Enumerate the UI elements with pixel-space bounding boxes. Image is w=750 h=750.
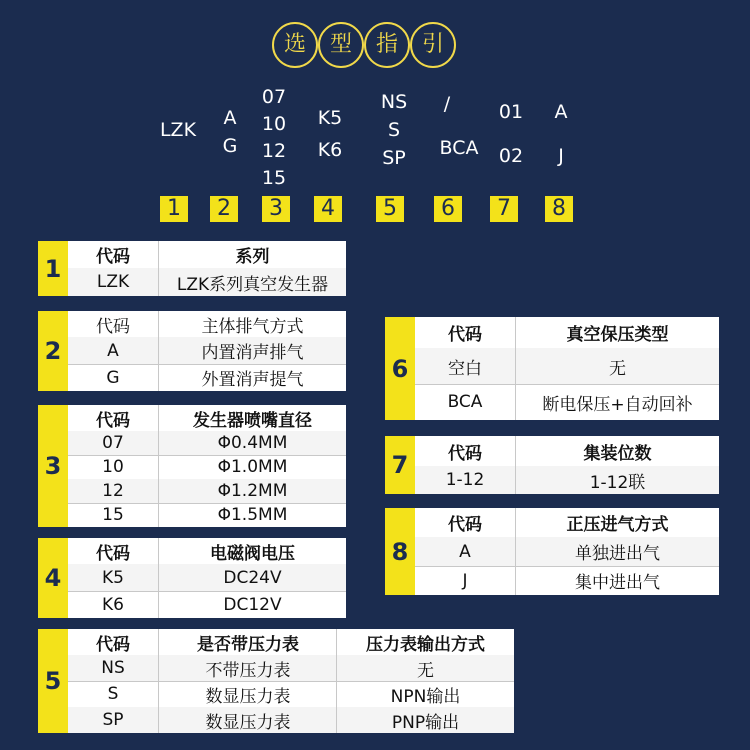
table-cell: 数显压力表 xyxy=(158,707,337,733)
table-cell: 发生器喷嘴直径 xyxy=(158,405,346,431)
table-row xyxy=(68,455,346,480)
table-cell: 代码 xyxy=(96,247,130,267)
code-value: J xyxy=(558,145,564,167)
table-header-row xyxy=(68,629,514,656)
position-number-4: 4 xyxy=(314,196,342,222)
table-cell: G xyxy=(106,367,120,388)
table-cell: A xyxy=(107,340,119,361)
table-cell: 主体排气方式 xyxy=(158,311,346,337)
table-cell: 代码 xyxy=(96,316,130,337)
table-row xyxy=(415,384,719,420)
code-col-7 xyxy=(490,90,532,178)
table-cell: K5 xyxy=(102,567,124,588)
table-row xyxy=(415,466,719,494)
table-cell: 10 xyxy=(102,457,124,477)
position-number-5: 5 xyxy=(376,196,404,222)
table-row xyxy=(68,364,346,391)
table-cell: Φ1.5MM xyxy=(158,503,346,527)
code-value: 15 xyxy=(261,167,287,189)
table-cell: 代码 xyxy=(448,443,482,464)
title-char-3: 指 xyxy=(364,22,410,68)
table-cell: 不带压力表 xyxy=(158,655,337,681)
table-number: 8 xyxy=(385,508,415,595)
table-cell: 单独进出气 xyxy=(515,537,719,566)
position-number-6: 6 xyxy=(434,196,462,222)
table-cell: 代码 xyxy=(96,634,130,655)
code-col-6 xyxy=(432,134,486,162)
table-cell: NS xyxy=(101,658,125,678)
table-cell: 真空保压类型 xyxy=(515,317,719,348)
table-manifold-count xyxy=(385,436,719,494)
table-cell: NPN输出 xyxy=(336,681,514,707)
table-nozzle-diameter xyxy=(38,405,346,527)
table-cell: 压力表输出方式 xyxy=(336,629,514,655)
table-cell: 正压进气方式 xyxy=(515,508,719,537)
table-cell: 外置消声提气 xyxy=(158,364,346,391)
table-header-row xyxy=(415,436,719,467)
position-number-7: 7 xyxy=(490,196,518,222)
table-cell: 集装位数 xyxy=(515,436,719,466)
table-valve-voltage xyxy=(38,538,346,618)
table-series xyxy=(38,241,346,296)
table-cell: S xyxy=(107,684,119,704)
table-row xyxy=(415,348,719,385)
table-cell: 代码 xyxy=(96,410,130,431)
table-number: 2 xyxy=(38,311,68,391)
table-cell: 断电保压+自动回补 xyxy=(515,384,719,420)
code-value: S xyxy=(387,119,401,141)
table-row xyxy=(68,681,514,708)
table-cell: SP xyxy=(102,710,124,730)
table-cell: 1-12联 xyxy=(515,466,719,494)
table-row xyxy=(68,479,346,504)
table-header-row xyxy=(415,508,719,538)
table-number: 4 xyxy=(38,538,68,618)
position-number-2: 2 xyxy=(210,196,238,222)
code-value: 01 xyxy=(498,101,524,123)
table-header-row xyxy=(68,405,346,432)
table-cell: Φ1.0MM xyxy=(158,455,346,479)
table-cell: DC24V xyxy=(158,564,346,591)
table-header-row xyxy=(68,311,346,338)
code-value: BCA xyxy=(439,137,479,159)
table-cell: PNP输出 xyxy=(336,707,514,733)
table-cell: 是否带压力表 xyxy=(158,629,337,655)
title-char-4: 引 xyxy=(410,22,456,68)
table-number: 1 xyxy=(38,241,68,296)
code-value: A xyxy=(554,101,568,123)
code-value: 07 xyxy=(261,86,287,108)
table-cell: J xyxy=(462,570,468,591)
table-vacuum-hold xyxy=(385,317,719,420)
code-value: K6 xyxy=(317,139,343,161)
table-cell: LZK系列真空发生器 xyxy=(158,268,346,296)
table-cell: 无 xyxy=(336,655,514,681)
table-header-row xyxy=(415,317,719,349)
table-cell: 代码 xyxy=(448,325,482,345)
code-value: NS xyxy=(380,91,408,113)
code-col-3 xyxy=(256,84,292,192)
table-row xyxy=(68,591,346,618)
table-cell: BCA xyxy=(447,392,483,412)
title-char-2: 型 xyxy=(318,22,364,68)
code-col-2 xyxy=(212,104,248,160)
table-row xyxy=(68,707,514,733)
table-cell: 07 xyxy=(102,433,124,453)
table-row xyxy=(68,431,346,456)
table-cell: K6 xyxy=(102,594,124,615)
title-char-1: 选 xyxy=(272,22,318,68)
table-row xyxy=(68,268,346,296)
table-number: 5 xyxy=(38,629,68,733)
position-number-3: 3 xyxy=(262,196,290,222)
code-value: K5 xyxy=(317,107,343,129)
table-cell: A xyxy=(459,541,471,562)
table-cell: 系列 xyxy=(158,241,346,268)
code-col-1 xyxy=(153,116,203,144)
table-cell: 代码 xyxy=(448,515,482,535)
table-row xyxy=(68,564,346,592)
table-cell: 代码 xyxy=(96,543,130,564)
code-value: G xyxy=(222,135,238,157)
table-cell: Φ0.4MM xyxy=(158,431,346,455)
position-number-8: 8 xyxy=(545,196,573,222)
table-cell: 15 xyxy=(102,505,124,525)
table-cell: 空白 xyxy=(448,358,482,379)
table-number: 3 xyxy=(38,405,68,527)
table-number: 6 xyxy=(385,317,415,420)
table-pressure-gauge xyxy=(38,629,514,733)
table-cell: 12 xyxy=(102,481,124,501)
code-value: SP xyxy=(382,147,406,169)
table-cell: 1-12 xyxy=(445,470,485,490)
code-col-4 xyxy=(310,102,350,166)
table-row xyxy=(415,537,719,567)
table-row xyxy=(68,337,346,365)
table-cell: LZK xyxy=(96,272,130,292)
code-value: A xyxy=(223,107,237,129)
code-col-5 xyxy=(372,88,416,172)
code-col-8 xyxy=(546,90,576,178)
code-value: LZK xyxy=(159,119,197,141)
code-value: 02 xyxy=(498,145,524,167)
table-row xyxy=(415,566,719,595)
table-number: 7 xyxy=(385,436,415,494)
table-header-row xyxy=(68,538,346,565)
table-positive-air-inlet xyxy=(385,508,719,595)
table-cell: DC12V xyxy=(158,591,346,618)
table-cell: 电磁阀电压 xyxy=(158,538,346,564)
table-cell: 数显压力表 xyxy=(158,681,337,707)
table-exhaust-method xyxy=(38,311,346,391)
position-number-1: 1 xyxy=(160,196,188,222)
code-slash: / xyxy=(443,93,451,115)
table-cell: 无 xyxy=(515,348,719,384)
table-row xyxy=(68,503,346,527)
table-row xyxy=(68,655,514,682)
table-cell: 集中进出气 xyxy=(515,566,719,595)
table-cell: Φ1.2MM xyxy=(158,479,346,503)
code-value: 12 xyxy=(261,140,287,162)
table-header-row xyxy=(68,241,346,269)
table-cell: 内置消声排气 xyxy=(158,337,346,364)
code-value: 10 xyxy=(261,113,287,135)
